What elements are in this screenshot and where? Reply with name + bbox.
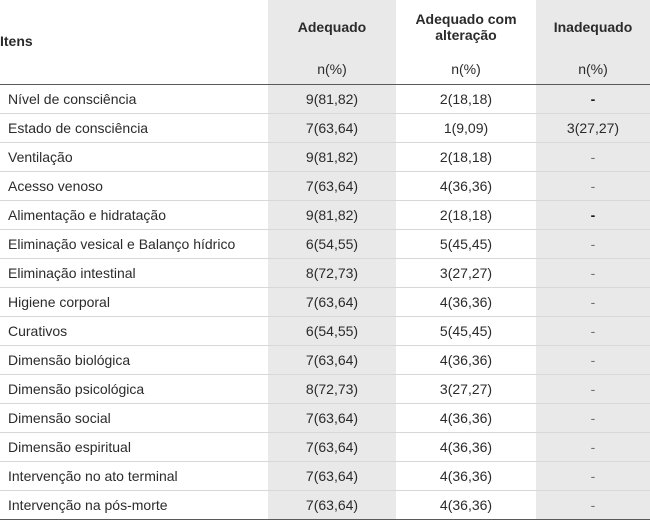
cell-adequado: 9(81,82) xyxy=(268,143,396,172)
cell-adequado-com-alteracao: 2(18,18) xyxy=(396,143,536,172)
table-row xyxy=(0,375,650,404)
cell-adequado-com-alteracao: 1(9,09) xyxy=(396,114,536,143)
cell-adequado-com-alteracao: 4(36,36) xyxy=(396,172,536,201)
table-row xyxy=(0,346,650,375)
header-adequado: Adequado xyxy=(268,0,396,54)
row-item-label: Dimensão psicológica xyxy=(0,375,268,404)
header-inadequado: Inadequado xyxy=(536,0,650,54)
cell-adequado: 7(63,64) xyxy=(268,114,396,143)
cell-inadequado: - xyxy=(536,85,650,114)
cell-adequado-com-alteracao: 2(18,18) xyxy=(396,201,536,230)
table-row xyxy=(0,288,650,317)
unit-inadequado: n(%) xyxy=(536,54,650,85)
cell-inadequado: 3(27,27) xyxy=(536,114,650,143)
cell-inadequado: - xyxy=(536,433,650,462)
cell-adequado: 9(81,82) xyxy=(268,85,396,114)
header-items-unit-empty xyxy=(0,54,268,85)
cell-adequado-com-alteracao: 4(36,36) xyxy=(396,433,536,462)
cell-inadequado: - xyxy=(536,317,650,346)
cell-inadequado: - xyxy=(536,491,650,520)
cell-inadequado: - xyxy=(536,259,650,288)
row-item-label: Intervenção no ato terminal xyxy=(0,462,268,491)
cell-adequado-com-alteracao: 3(27,27) xyxy=(396,375,536,404)
cell-adequado: 7(63,64) xyxy=(268,172,396,201)
table-row xyxy=(0,433,650,462)
unit-adequado: n(%) xyxy=(268,54,396,85)
table-row xyxy=(0,143,650,172)
cell-inadequado: - xyxy=(536,143,650,172)
unit-adequado-com-alteracao: n(%) xyxy=(396,54,536,85)
cell-adequado-com-alteracao: 5(45,45) xyxy=(396,230,536,259)
cell-inadequado: - xyxy=(536,346,650,375)
table-row xyxy=(0,491,650,520)
table-row xyxy=(0,404,650,433)
row-item-label: Dimensão espiritual xyxy=(0,433,268,462)
cell-adequado: 6(54,55) xyxy=(268,230,396,259)
cell-adequado: 8(72,73) xyxy=(268,259,396,288)
cell-inadequado: - xyxy=(536,462,650,491)
cell-inadequado: - xyxy=(536,375,650,404)
row-item-label: Ventilação xyxy=(0,143,268,172)
cell-adequado: 6(54,55) xyxy=(268,317,396,346)
table-row xyxy=(0,259,650,288)
table-body xyxy=(0,85,650,520)
table-row xyxy=(0,201,650,230)
row-item-label: Alimentação e hidratação xyxy=(0,201,268,230)
table-row xyxy=(0,85,650,114)
row-item-label: Acesso venoso xyxy=(0,172,268,201)
cell-adequado: 7(63,64) xyxy=(268,404,396,433)
table-row xyxy=(0,172,650,201)
cell-adequado-com-alteracao: 4(36,36) xyxy=(396,491,536,520)
row-item-label: Eliminação intestinal xyxy=(0,259,268,288)
cell-adequado: 7(63,64) xyxy=(268,491,396,520)
cell-adequado: 9(81,82) xyxy=(268,201,396,230)
cell-inadequado: - xyxy=(536,404,650,433)
table-row xyxy=(0,230,650,259)
cell-inadequado: - xyxy=(536,172,650,201)
table-header xyxy=(0,0,650,85)
cell-adequado: 7(63,64) xyxy=(268,462,396,491)
cell-adequado-com-alteracao: 3(27,27) xyxy=(396,259,536,288)
cell-inadequado: - xyxy=(536,288,650,317)
table-row xyxy=(0,462,650,491)
row-item-label: Dimensão biológica xyxy=(0,346,268,375)
cell-adequado: 8(72,73) xyxy=(268,375,396,404)
cell-adequado-com-alteracao: 4(36,36) xyxy=(396,404,536,433)
cell-adequado: 7(63,64) xyxy=(268,288,396,317)
cell-adequado: 7(63,64) xyxy=(268,346,396,375)
cell-adequado: 7(63,64) xyxy=(268,433,396,462)
table-row xyxy=(0,114,650,143)
row-item-label: Intervenção na pós-morte xyxy=(0,491,268,520)
row-item-label: Curativos xyxy=(0,317,268,346)
row-item-label: Nível de consciência xyxy=(0,85,268,114)
cell-adequado-com-alteracao: 4(36,36) xyxy=(396,462,536,491)
cell-adequado-com-alteracao: 2(18,18) xyxy=(396,85,536,114)
cell-adequado-com-alteracao: 5(45,45) xyxy=(396,317,536,346)
header-items: Itens xyxy=(0,33,33,49)
cell-adequado-com-alteracao: 4(36,36) xyxy=(396,288,536,317)
row-item-label: Higiene corporal xyxy=(0,288,268,317)
row-item-label: Dimensão social xyxy=(0,404,268,433)
header-adequado-com-alteracao: Adequado com alteração xyxy=(415,11,517,43)
row-item-label: Estado de consciência xyxy=(0,114,268,143)
row-item-label: Eliminação vesical e Balanço hídrico xyxy=(0,230,268,259)
cell-inadequado: - xyxy=(536,230,650,259)
cell-adequado-com-alteracao: 4(36,36) xyxy=(396,346,536,375)
table-row xyxy=(0,317,650,346)
cell-inadequado: - xyxy=(536,201,650,230)
